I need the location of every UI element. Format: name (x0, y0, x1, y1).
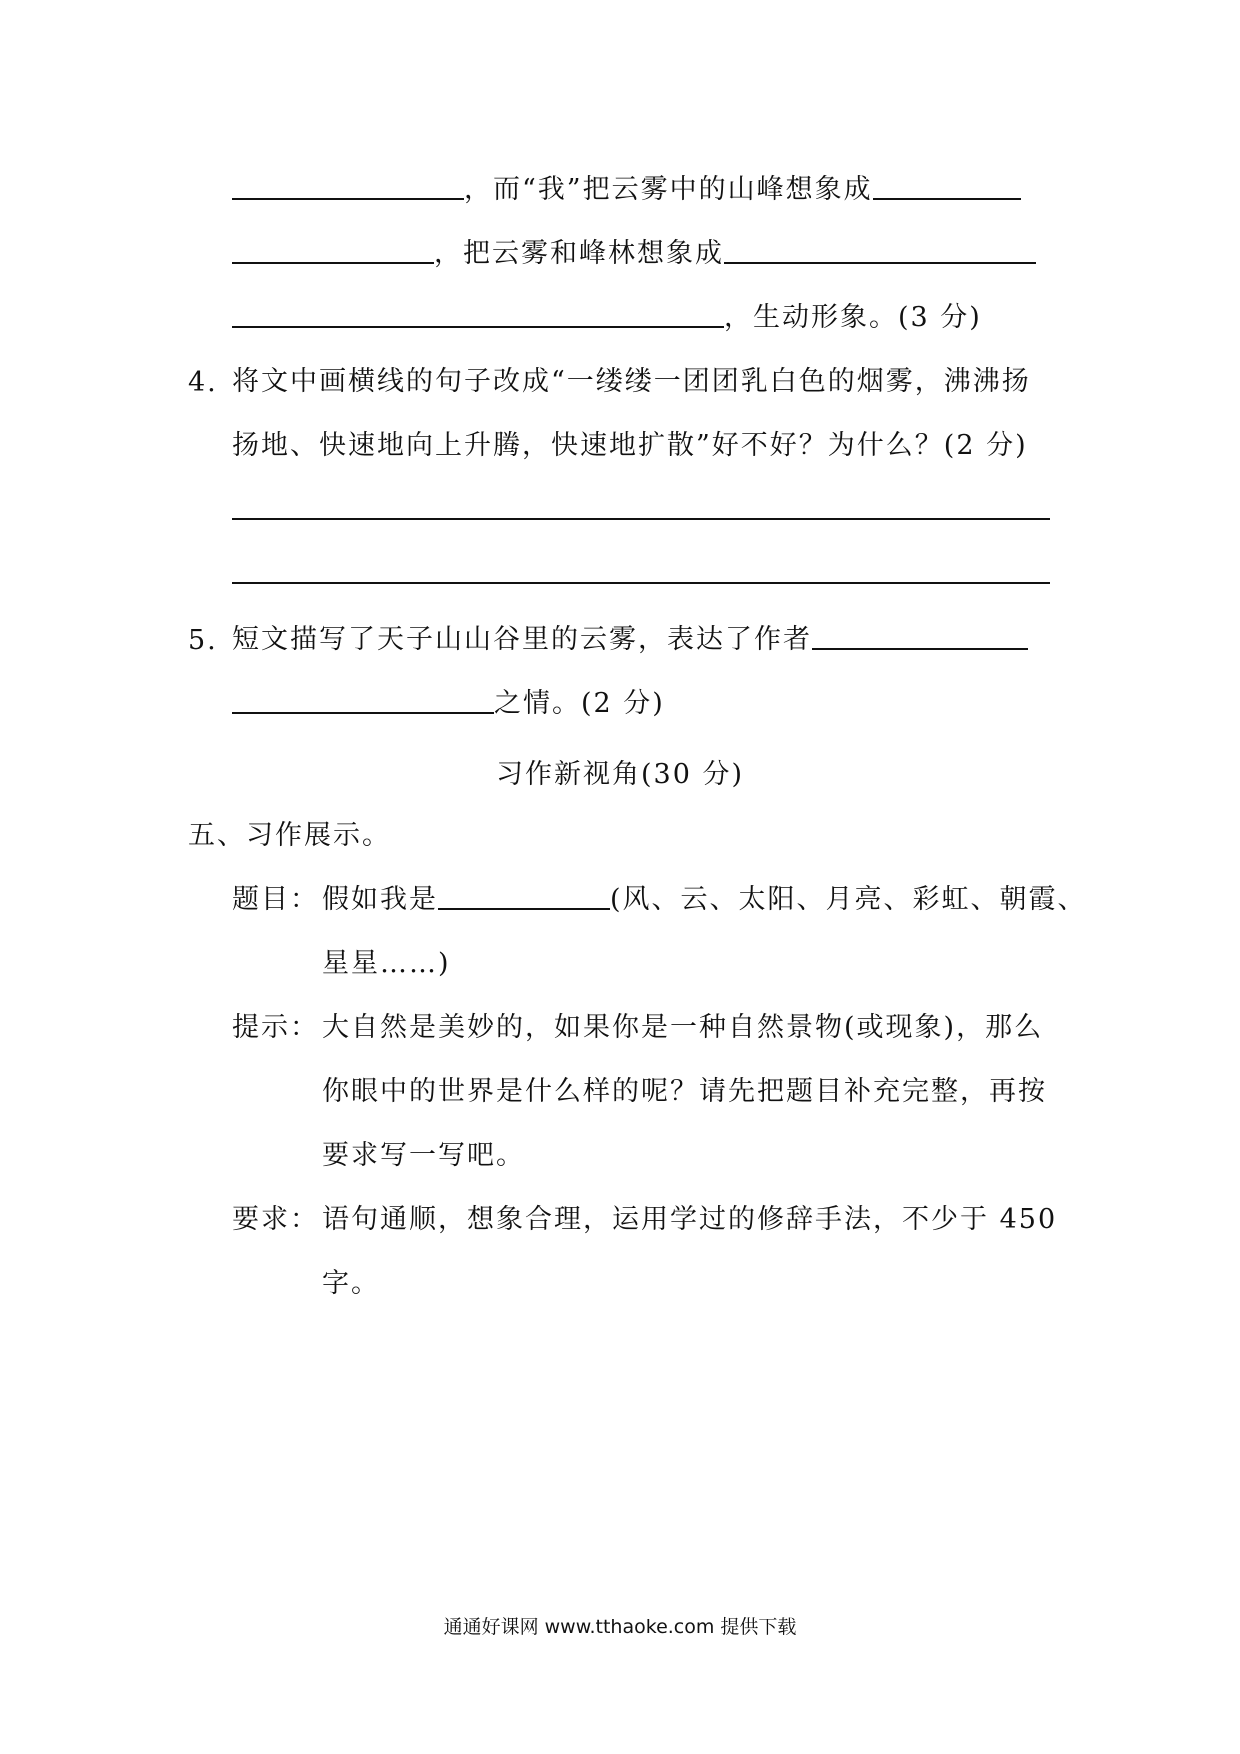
q4-answer-line-2[interactable] (232, 582, 1050, 584)
hint-text-2: 你眼中的世界是什么样的呢？请先把题目补充完整，再按 (322, 1076, 1047, 1107)
answer-blank[interactable] (724, 261, 1036, 264)
answer-blank[interactable] (873, 197, 1021, 200)
q4-text-2: 扬地、快速地向上升腾，快速地扩散”好不好？为什么？(2 分) (232, 430, 1028, 461)
hint-line-1 (232, 1000, 1043, 1044)
section5-heading (188, 808, 391, 852)
q3-text-1: ，而“我”把云雾中的山峰想象成 (464, 174, 873, 205)
q3-text-3: ，生动形象。(3 分) (724, 302, 982, 333)
topic-label: 题目： (232, 884, 319, 915)
answer-blank[interactable] (232, 261, 434, 264)
q4-number: 4. (188, 367, 218, 398)
q5-line-2 (232, 676, 665, 720)
q4-line-1 (188, 354, 1031, 398)
hint-line-3 (322, 1128, 525, 1172)
topic-options-2: 星星……) (322, 948, 451, 979)
q3-text-2: ，把云雾和峰林想象成 (434, 238, 724, 269)
q3-line-3 (232, 290, 982, 334)
answer-blank[interactable] (232, 325, 724, 328)
hint-text-1: 大自然是美妙的，如果你是一种自然景物(或现象)，那么 (322, 1012, 1044, 1043)
hint-label: 提示： (232, 1012, 319, 1043)
q3-line-2 (232, 226, 1036, 270)
section5-heading-text: 五、习作展示。 (188, 820, 391, 851)
req-line-1 (232, 1192, 1057, 1236)
q5-text-2: 之情。(2 分) (494, 688, 665, 719)
req-line-2 (322, 1256, 380, 1300)
topic-line-1 (232, 872, 1087, 916)
q4-answer-line-1[interactable] (232, 518, 1050, 520)
q4-line-2 (232, 418, 1028, 462)
answer-blank[interactable] (232, 711, 494, 714)
topic-blank[interactable] (438, 907, 610, 910)
q3-line-1 (232, 162, 1021, 206)
q5-number: 5. (188, 625, 218, 656)
footer-watermark: 通通好课网 www.tthaoke.com 提供下载 (443, 1616, 797, 1638)
q5-text-1: 短文描写了天子山山谷里的云雾，表达了作者 (232, 624, 812, 655)
section-title: 习作新视角(30 分) (495, 759, 744, 790)
q4-text-1: 将文中画横线的句子改成“一缕缕一团团乳白色的烟雾，沸沸扬 (232, 366, 1031, 397)
req-text-1: 语句通顺，想象合理，运用学过的修辞手法，不少于 450 (322, 1204, 1058, 1235)
q5-line-1 (188, 612, 1028, 656)
req-label: 要求： (232, 1204, 319, 1235)
topic-line-2 (322, 936, 451, 980)
answer-blank[interactable] (812, 647, 1028, 650)
topic-prefix: 假如我是 (322, 884, 438, 915)
hint-text-3: 要求写一写吧。 (322, 1140, 525, 1171)
topic-options-1: (风、云、太阳、月亮、彩虹、朝霞、 (610, 884, 1087, 915)
answer-blank[interactable] (232, 197, 464, 200)
req-text-2: 字。 (322, 1268, 380, 1299)
hint-line-2 (322, 1064, 1047, 1108)
